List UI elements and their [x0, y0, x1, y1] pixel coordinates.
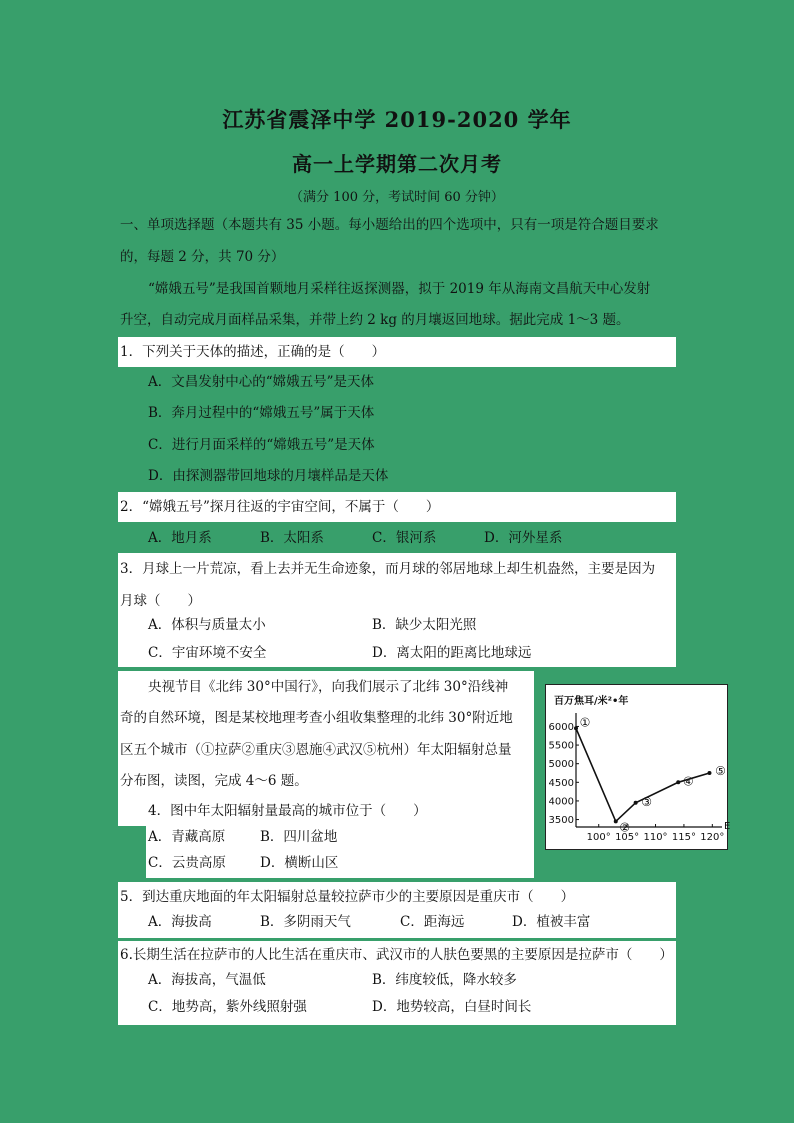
- x-axis-unit-label: E: [724, 821, 731, 832]
- passage2-line1: 央视节目《北纬 30°中国行》，向我们展示了北纬 30°沿线神: [148, 679, 509, 695]
- passage2-line3: 区五个城市（①拉萨②重庆③恩施④武汉⑤杭州）年太阳辐射总量: [120, 742, 512, 758]
- data-point-label: ①: [579, 715, 591, 730]
- passage1-line1: “嫦娥五号”是我国首颗地月采样往返探测器，拟于 2019 年从海南文昌航天中心发射: [148, 281, 651, 297]
- q5-option-d[interactable]: D．植被丰富: [512, 914, 591, 930]
- chart-ylabel: 百万焦耳/米²•年: [554, 696, 629, 707]
- q4-option-c[interactable]: C．云贵高原: [148, 855, 226, 871]
- x-tick-label: 115°: [671, 832, 696, 843]
- q5-option-a[interactable]: A．海拔高: [148, 914, 212, 930]
- q6-stem: 6.长期生活在拉萨市的人比生活在重庆市、武汉市的人肤色要黑的主要原因是拉萨市（ ）: [120, 947, 673, 963]
- q3-option-a[interactable]: A．体积与质量太小: [148, 617, 266, 633]
- q3-stem-line1: 3．月球上一片荒凉，看上去并无生命迹象，而月球的邻居地球上却生机盎然，主要是因为: [120, 561, 656, 577]
- data-point-label: ②: [619, 820, 631, 835]
- q6-option-c[interactable]: C．地势高，紫外线照射强: [148, 999, 307, 1015]
- q3-option-d[interactable]: D．离太阳的距离比地球远: [372, 645, 532, 661]
- y-tick-label: 6000: [548, 721, 574, 733]
- q4-option-a[interactable]: A．青藏高原: [148, 829, 226, 845]
- q2-option-c[interactable]: C．银河系: [372, 530, 437, 546]
- section-heading-line1: 一、单项选择题（本题共有 35 小题。每小题给出的四个选项中，只有一项是符合题目要求: [120, 217, 659, 233]
- y-tick-label: 3500: [548, 815, 574, 827]
- section-heading-line2: 的，每题 2 分，共 70 分）: [120, 249, 285, 265]
- q1-option-c[interactable]: C．进行月面采样的“嫦娥五号”是天体: [148, 437, 375, 453]
- q5-option-b[interactable]: B．多阴雨天气: [260, 914, 351, 930]
- q1-option-a[interactable]: A．文昌发射中心的“嫦娥五号”是天体: [148, 374, 375, 390]
- q1-option-b[interactable]: B．奔月过程中的“嫦娥五号”属于天体: [148, 405, 375, 421]
- data-point: [634, 801, 638, 805]
- x-tick-label: 100°: [586, 832, 611, 843]
- chart-svg: [546, 685, 731, 849]
- q2-option-b[interactable]: B．太阳系: [260, 530, 324, 546]
- q1-option-d[interactable]: D．由探测器带回地球的月壤样品是天体: [148, 468, 389, 484]
- q3-stem-line2: 月球（ ）: [120, 593, 201, 609]
- passage2-line2: 奇的自然环境，图是某校地理考查小组收集整理的北纬 30°附近地: [120, 710, 513, 726]
- data-point-label: ④: [682, 774, 694, 789]
- data-point: [676, 780, 680, 784]
- y-tick-label: 4500: [548, 777, 574, 789]
- y-tick-label: 5000: [548, 759, 574, 771]
- data-point: [574, 726, 578, 730]
- data-point-label: ③: [641, 794, 653, 809]
- q4-option-d[interactable]: D．横断山区: [260, 855, 339, 871]
- y-tick-label: 4000: [548, 796, 574, 808]
- q1-stem: 1．下列关于天体的描述，正确的是（ ）: [120, 344, 386, 360]
- exam-subtitle: 高一上学期第二次月考: [292, 152, 502, 176]
- q2-option-d[interactable]: D．河外星系: [484, 530, 563, 546]
- y-tick-label: 5500: [548, 740, 574, 752]
- passage1-line2: 升空，自动完成月面样品采集，并带上约 2 kg 的月壤返回地球。据此完成 1～3 题。: [120, 312, 630, 328]
- q6-option-b[interactable]: B．纬度较低，降水较多: [372, 972, 517, 988]
- q4-option-b[interactable]: B．四川盆地: [260, 829, 338, 845]
- solar-radiation-chart: [545, 684, 731, 850]
- q2-stem: 2．“嫦娥五号”探月往返的宇宙空间，不属于（ ）: [120, 499, 440, 515]
- q3-option-c[interactable]: C．宇宙环境不安全: [148, 645, 267, 661]
- q4-stem: 4．图中年太阳辐射量最高的城市位于（ ）: [148, 803, 427, 819]
- data-point-label: ⑤: [715, 764, 726, 778]
- exam-title: 江苏省震泽中学 2019-2020 学年: [222, 107, 572, 132]
- exam-info: （满分 100 分，考试时间 60 分钟）: [290, 190, 504, 205]
- q3-option-b[interactable]: B．缺少太阳光照: [372, 617, 477, 633]
- q5-option-c[interactable]: C．距海远: [400, 914, 465, 930]
- data-point: [614, 819, 618, 823]
- data-point: [707, 771, 711, 775]
- x-tick-label: 120°: [700, 832, 725, 843]
- passage2-line4: 分布图，读图，完成 4～6 题。: [120, 773, 308, 789]
- q6-option-a[interactable]: A．海拔高，气温低: [148, 972, 266, 988]
- x-tick-label: 105°: [615, 832, 640, 843]
- q2-option-a[interactable]: A．地月系: [148, 530, 212, 546]
- q5-stem: 5．到达重庆地面的年太阳辐射总量较拉萨市少的主要原因是重庆市（ ）: [120, 889, 575, 905]
- q6-option-d[interactable]: D．地势较高，白昼时间长: [372, 999, 532, 1015]
- x-tick-label: 110°: [643, 832, 668, 843]
